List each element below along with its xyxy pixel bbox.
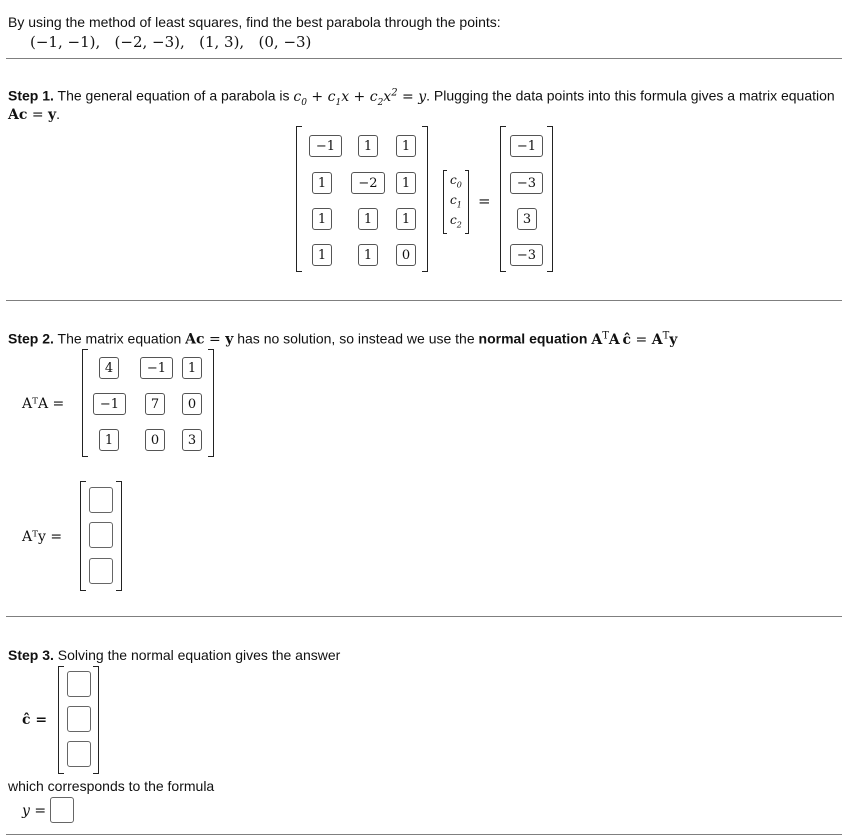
ATy-input-1[interactable] (89, 487, 113, 513)
vector-y-cell: −3 (510, 172, 543, 194)
bracket-right (422, 126, 428, 272)
problem-prompt: By using the method of least squares, find the best parabola through the points: (8, 14, 501, 30)
point-2: (−2, −3), (114, 33, 185, 51)
c-hat-input-3[interactable] (67, 741, 91, 767)
divider-1 (6, 58, 842, 59)
formula-text: which corresponds to the formula (8, 778, 215, 794)
vector-y-cell: 3 (517, 208, 537, 230)
step1-label: Step 1. (8, 87, 54, 104)
divider-4 (6, 834, 842, 835)
matrix-ATA-cell: 7 (145, 393, 165, 415)
point-3: (1, 3), (199, 33, 245, 51)
matrix-ATA-cell: 1 (99, 429, 119, 451)
matrix-A-cell: 1 (312, 244, 332, 266)
matrix-A-cell: 1 (312, 208, 332, 230)
c1-entry: $c_1$ (450, 193, 462, 210)
step3-label: Step 3. (8, 647, 54, 663)
y-label: y = (22, 803, 47, 819)
step2-text: Step 2. The matrix equation Ac = y has no solution, so instead we use the normal equation $A^TA$ ĉ = $A^Ty$ (8, 330, 678, 348)
matrix-ATA-cell: 0 (145, 429, 165, 451)
step3-text: Step 3. Solving the normal equation gives the answer (8, 647, 341, 663)
matrix-A-cell: 1 (312, 172, 332, 194)
point-4: (0, −3) (258, 33, 312, 51)
matrix-equation: Ac = y. (8, 106, 61, 123)
point-1: (−1, −1), (30, 33, 101, 51)
matrix-A-cell: 1 (358, 244, 378, 266)
c-hat-input-1[interactable] (67, 671, 91, 697)
matrix-A-cell: 0 (396, 244, 416, 266)
matrix-A-cell: 1 (396, 208, 416, 230)
vector-y-cell: −1 (510, 135, 543, 157)
problem-points (30, 33, 311, 51)
matrix-A-cell: 1 (396, 172, 416, 194)
matrix-A-cell: −2 (351, 172, 385, 194)
y-formula-input[interactable] (50, 797, 74, 823)
c-hat-input-2[interactable] (67, 706, 91, 732)
c-hat-label: ĉ = (22, 712, 48, 728)
normal-equation-term: normal equation (478, 330, 588, 347)
ATy-label: Aᵀy = (22, 529, 63, 545)
normal-equation: $A^TA$ ĉ = $A^Ty$ (591, 330, 678, 348)
matrix-ATA-cell: −1 (93, 393, 126, 415)
ATy-input-2[interactable] (89, 522, 113, 548)
matrix-A-cell: −1 (309, 135, 342, 157)
matrix-ATA-cell: −1 (140, 357, 173, 379)
matrix-ATA-cell: 0 (182, 393, 202, 415)
divider-3 (6, 616, 842, 617)
c0-entry: $c_0$ (450, 173, 462, 190)
step2-label: Step 2. (8, 330, 54, 347)
equals-sign: = (478, 192, 491, 210)
parabola-equation: $c_0 + c_1x + c_2x^2 = y$ (293, 87, 427, 108)
matrix-ATA-cell: 3 (182, 429, 202, 451)
bracket-left (296, 126, 302, 272)
matrix-A-cell: 1 (358, 135, 378, 157)
matrix-ATA-cell: 4 (99, 357, 119, 379)
c2-entry: $c_2$ (450, 213, 462, 230)
matrix-A-cell: 1 (358, 208, 378, 230)
ATy-input-3[interactable] (89, 558, 113, 584)
vector-y-cell: −3 (510, 244, 543, 266)
divider-2 (6, 300, 842, 301)
ATA-label: AᵀA = (22, 396, 65, 412)
matrix-ATA-cell: 1 (182, 357, 202, 379)
step1-text: Step 1. The general equation of a parabola is $c_0 + c_1x + c_2x^2 = y$. Plugging the data points into this formula gives a matrix equation (8, 87, 835, 108)
matrix-A-cell: 1 (396, 135, 416, 157)
